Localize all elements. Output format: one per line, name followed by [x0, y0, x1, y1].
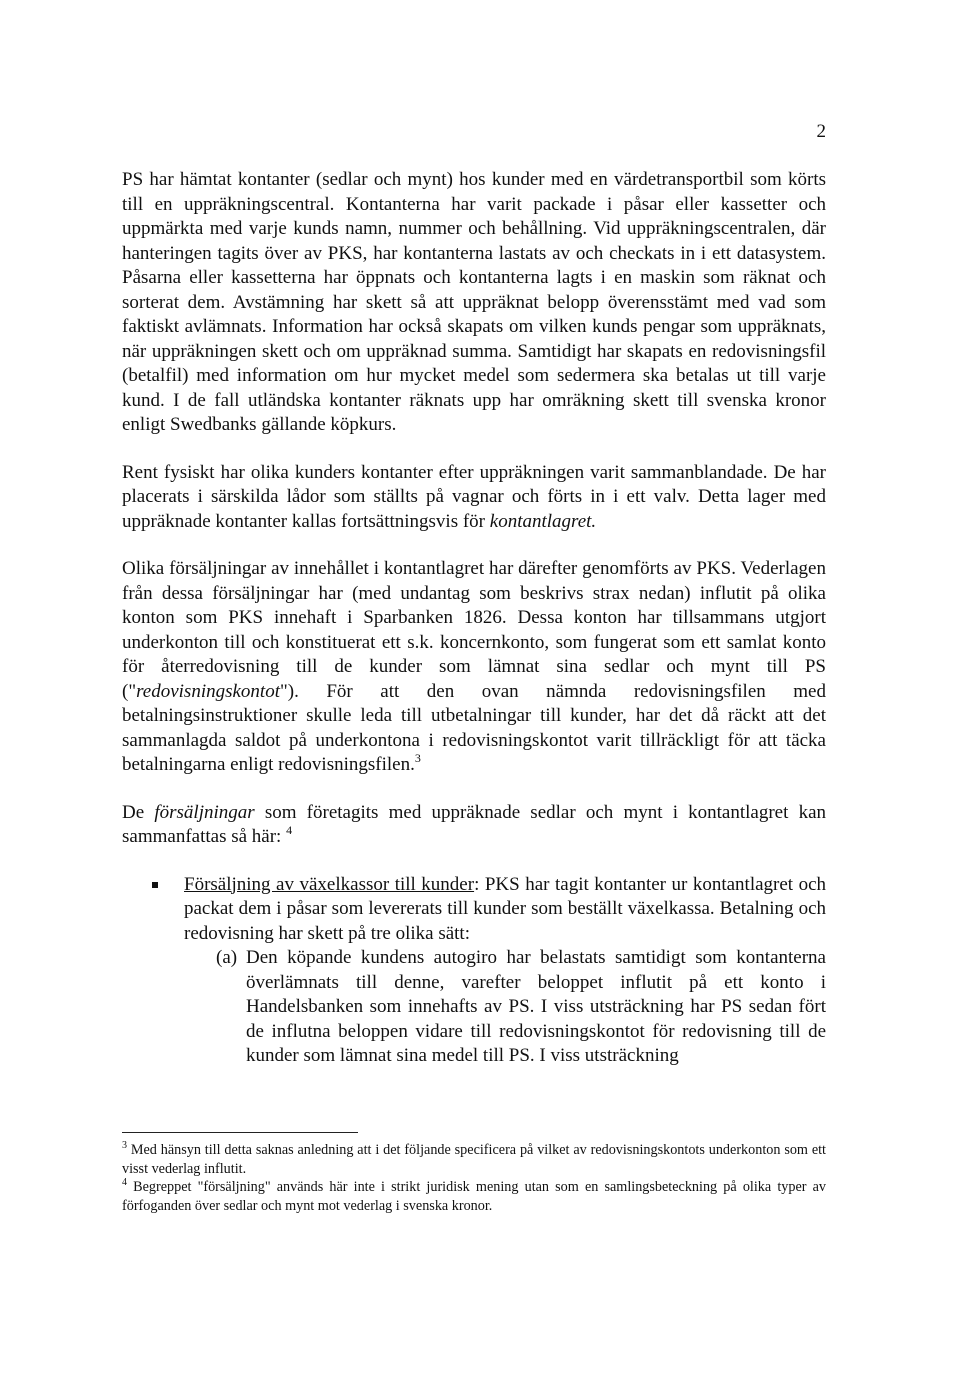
footnote-number: 3	[122, 1140, 127, 1151]
list-item-heading: Försäljning av växelkassor till kunder	[184, 873, 475, 895]
paragraph-sales-account	[122, 557, 826, 778]
footnote-separator	[122, 1132, 358, 1133]
paragraph-cash-storage	[122, 461, 826, 535]
term-redovisningskontot: redovisningskontot	[136, 680, 280, 702]
footnote-ref-3[interactable]: 3	[414, 751, 421, 765]
paragraph-counting-process: PS har hämtat kontanter (sedlar och mynt) hos kunder med en värdetransportbil som körts till en uppräkningscentral. Kontanterna har varit packade i påsar eller kassetter och uppmärkta med varje kunds namn, nummer och behållning. Vid uppräkningscentralen, där hanteringen tagits över av PKS, har kontanterna lastats av och checkats in i ett datasystem. Påsarna eller kassetterna har öppnats och kontanterna lagts i en maskin som räknat och sorterat dem. Avstämning har skett så att uppräknat belopp överensstämt med vad som faktiskt avlämnats. Information har också skapats om vilken kunds pengar som uppräknats, när uppräkningen skett och om uppräknad summa. Samtidigt har skapats en redovisningsfil (betalfil) med information om hur mycket medel som sedermera ska betalas ut till varje kund. I de fall utländska kontanter räknats upp har omräkning skett till svenska kronor enligt Swedbanks gällande köpkurs.	[122, 169, 826, 435]
list-item-text: : PKS har tagit kontanter ur kontantlagret och packat dem i påsar som levererats till kunder som beställt växelkassa. Betalning och redovisning har skett på tre olika sätt:	[184, 873, 827, 944]
footnote-number: 4	[122, 1177, 127, 1188]
term-forsaljningar: försäljningar	[154, 801, 255, 823]
term-kontantlagret: kontantlagret.	[489, 510, 597, 532]
sub-list-item-text: Den köpande kundens autogiro har belastats samtidigt som kontanterna överlämnats till denne, varefter beloppet influtit på ett konto i Handelsbanken som innehafts av PS. I viss utsträckning har PS sedan fört de influtna beloppen vidare till redovisningskontot för redovisning till de kunder som lämnat sina medel till PS. I viss utsträckning	[246, 947, 826, 1066]
footnotes	[122, 1141, 826, 1215]
page-number: 2	[816, 121, 826, 142]
list-item-change-cash-sales	[122, 873, 826, 947]
sub-list-marker: (a)	[216, 947, 238, 968]
paragraph-text: De	[122, 801, 155, 823]
paragraph-text: som företagits med uppräknade sedlar och mynt i kontantlagret kan sammanfattas så här:	[122, 801, 827, 847]
body-text	[122, 168, 826, 1069]
paragraph-sales-summary	[122, 801, 826, 850]
footnote-3	[122, 1141, 826, 1178]
paragraph-text: Olika försäljningar av innehållet i kontantlagret har därefter genomförts av PKS. Vederlagen från dessa försäljningar har (med undantag som beskrivs strax nedan) influtit på olika konton som PKS innehaft i Sparbanken 1826. Dessa konton har tillsammans utgjort underkonton till och konstituerat ett s.k. koncernkonto, som fungerat som ett samlat konto för återredovisning till de kunder som lämnat sina sedlar och mynt till PS ("	[122, 558, 826, 702]
footnote-text: Med hänsyn till detta saknas anledning att i det följande specificera på vilket av redovisningskontots underkonton som ett visst vederlag influtit.	[122, 1142, 826, 1177]
footnote-ref-4[interactable]: 4	[286, 823, 293, 837]
footnote-text: Begreppet "försäljning" används här inte i strikt juridisk mening utan som en samlingsbeteckning på olika typer av förfoganden över sedlar och mynt mot vederlag i svenska kronor.	[122, 1179, 826, 1214]
footnote-4	[122, 1178, 826, 1215]
square-bullet-icon	[152, 882, 158, 888]
sub-list-item-a	[122, 946, 826, 1069]
paragraph-text: "). För att den ovan nämnda redovisningsfilen med betalningsinstruktioner skulle leda till utbetalningar till kunder, har det då räckt att det sammanlagda saldot på underkontona i redovisningskontot varit tillräckligt för att täcka betalningarna enligt redovisningsfilen.	[122, 680, 826, 775]
paragraph-text: Rent fysiskt har olika kunders kontanter efter uppräkningen varit sammanblandade. De har placerats i särskilda lådor som ställts på vagnar och förts in i ett valv. Detta lager med uppräknade kontanter kallas fortsättningsvis för	[122, 461, 826, 532]
